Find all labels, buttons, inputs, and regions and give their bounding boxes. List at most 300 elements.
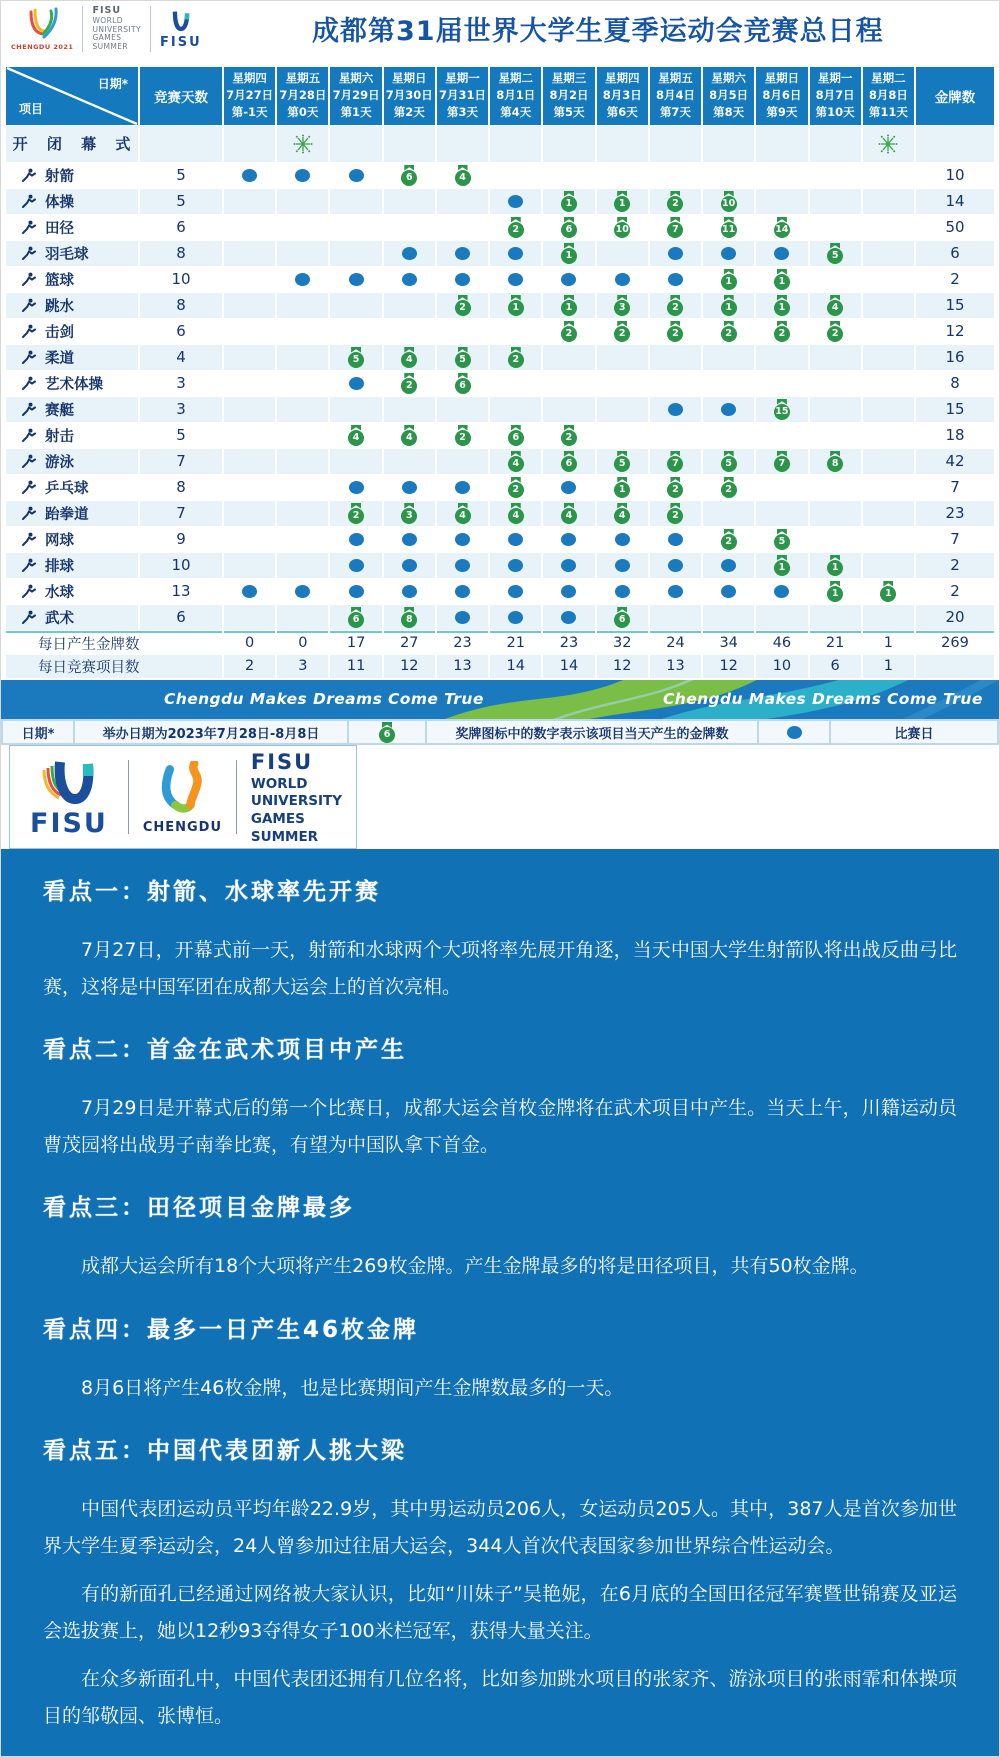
cell-swimming-day6 [490,449,541,474]
competition-day-dot [349,481,364,494]
summary-1-day10: 34 [703,631,754,654]
sport-cell-judo [6,345,138,370]
cell-badminton-day4 [384,241,435,266]
gold-gymnastics: 14 [916,189,994,214]
summary-2-day13: 1 [863,655,914,678]
cell-diving-day1 [224,293,275,318]
cell-rhythmic-gymnastics-day11 [756,371,807,396]
cell-taekwondo-day6 [490,501,541,526]
sport-cell-volleyball [6,553,138,578]
sport-name: 击剑 [45,324,74,341]
cell-rowing-day8 [597,397,648,422]
gold-medal-icon: 7 [774,451,790,472]
cell-judo-day12 [810,345,861,370]
highlight-1-paragraph-1: 7月27日，开幕式前一天，射箭和水球两个大项将率先展开角逐，当天中国大学生射箭队将出战反曲弓比赛，这将是中国军团在成都大运会上的首次亮相。 [43,939,957,998]
cell-swimming-day9 [650,449,701,474]
cell-wushu-day13 [863,605,914,630]
cell-taekwondo-day8 [597,501,648,526]
cell-rowing-day10 [703,397,754,422]
cell-table-tennis-day2 [277,475,328,500]
competition-day-dot [561,611,576,624]
fisu-stack-line: UNIVERSITY [92,24,141,34]
gold-medal-icon: 2 [508,477,524,498]
competition-day-dot [455,273,470,286]
ceremony-day-10 [703,126,754,162]
highlight-heading-4: 看点四：最多一日产生46枚金牌 [43,1316,420,1343]
sport-cell-gymnastics [6,189,138,214]
ceremony-day-8 [597,126,648,162]
ceremony-day-12 [810,126,861,162]
gold-rhythmic-gymnastics: 8 [916,371,994,396]
fisu-games-wordmark [92,5,141,52]
days-diving: 8 [140,293,222,318]
col-header-date-13: 星期二 8月8日 第11天 [863,67,914,125]
cell-shooting-day6 [490,423,541,448]
cell-athletics-day12 [810,215,861,240]
cell-wushu-day6 [490,605,541,630]
highlight-5-paragraph-2: 有的新面孔已经通过网络被大家认识，比如“川妹子”吴艳妮，在6月底的全国田径冠军赛暨世锦赛及亚运会选拔赛上，她以12秒93夺得女子100米栏冠军，获得大量关注。 [43,1583,957,1642]
competition-day-dot [508,247,523,260]
cell-athletics-day2 [277,215,328,240]
summary-1-day13: 1 [863,631,914,654]
competition-day-dot [615,559,630,572]
days-table-tennis: 8 [140,475,222,500]
gold-basketball: 2 [916,267,994,292]
cell-volleyball-day10 [703,553,754,578]
ceremony-day-6 [490,126,541,162]
competition-day-dot [721,403,736,416]
summary-2-day11: 10 [756,655,807,678]
gold-medal-icon: 1 [827,555,843,576]
cell-swimming-day4 [384,449,435,474]
chengdu-logo-large-icon [151,761,213,819]
competition-day-dot [787,726,802,739]
cell-judo-day1 [224,345,275,370]
cell-rowing-day5 [437,397,488,422]
col-header-date-10: 星期六 8月5日 第8天 [703,67,754,125]
gold-medal-icon: 2 [667,191,683,212]
fisu-stack-line: FISU [92,5,122,17]
cell-judo-day2 [277,345,328,370]
cell-rowing-day7 [543,397,594,422]
cell-judo-day10 [703,345,754,370]
table-corner-cell [6,67,138,125]
competition-day-dot [349,377,364,390]
cell-volleyball-day12 [810,553,861,578]
gold-medal-icon: 1 [561,295,577,316]
sport-cell-basketball [6,267,138,292]
water-polo-icon [19,584,36,599]
days-wushu: 6 [140,605,222,630]
gold-swimming: 42 [916,449,994,474]
tennis-icon [19,532,36,547]
cell-rhythmic-gymnastics-day2 [277,371,328,396]
cell-fencing-day7 [543,319,594,344]
cell-basketball-day1 [224,267,275,292]
gold-medal-icon: 4 [508,451,524,472]
gold-medal-icon: 10 [614,217,630,238]
cell-rhythmic-gymnastics-day6 [490,371,541,396]
cell-table-tennis-day8 [597,475,648,500]
cell-rhythmic-gymnastics-day12 [810,371,861,396]
days-swimming: 7 [140,449,222,474]
competition-day-dot [615,273,630,286]
col-header-date-4: 星期日 7月30日 第2天 [384,67,435,125]
chengdu-2021-logo-icon [22,7,62,43]
gold-tennis: 7 [916,527,994,552]
summary-2-day8: 12 [597,655,648,678]
volleyball-icon [19,558,36,573]
competition-day-dot [242,585,257,598]
cell-wushu-day10 [703,605,754,630]
highlight-2-paragraph-1: 7月29日是开幕式后的第一个比赛日，成都大运会首枚金牌将在武术项目中产生。当天上午，川籍运动员曹茂园将出战男子南拳比赛，有望为中国队拿下首金。 [43,1097,957,1156]
col-header-days: 竞赛天数 [140,67,222,125]
page-title: 成都第31届世界大学生夏季运动会竞赛总日程 [312,16,884,48]
sport-cell-swimming [6,449,138,474]
gold-badminton: 6 [916,241,994,266]
cell-diving-day6 [490,293,541,318]
cell-swimming-day11 [756,449,807,474]
cell-archery-day12 [810,163,861,188]
days-basketball: 10 [140,267,222,292]
competition-day-dot [668,403,683,416]
legend-medal-cell [349,721,425,743]
sport-name: 武术 [45,610,74,627]
cell-archery-day13 [863,163,914,188]
cell-water-polo-day9 [650,579,701,604]
col-header-date-7: 星期三 8月2日 第5天 [543,67,594,125]
gold-medal-icon: 1 [880,581,896,602]
gold-rowing: 15 [916,397,994,422]
cell-shooting-day10 [703,423,754,448]
banner-slogan: Chengdu Makes Dreams Come True [164,690,484,709]
competition-day-dot [508,611,523,624]
cell-table-tennis-day9 [650,475,701,500]
competition-day-dot [455,247,470,260]
gold-water-polo: 2 [916,579,994,604]
summary-1-total: 269 [916,631,994,654]
competition-day-dot [455,481,470,494]
gold-medal-icon: 2 [667,321,683,342]
competition-day-dot [402,247,417,260]
cell-athletics-day5 [437,215,488,240]
summary-1-day8: 32 [597,631,648,654]
cell-archery-day11 [756,163,807,188]
cell-gymnastics-day13 [863,189,914,214]
gold-medal-icon: 5 [455,347,471,368]
summary-2-day3: 11 [330,655,381,678]
fisu-logo-word: FISU [159,34,202,50]
cell-tennis-day2 [277,527,328,552]
athletics-icon [19,220,36,235]
cell-rhythmic-gymnastics-day3 [330,371,381,396]
cell-judo-day8 [597,345,648,370]
sport-cell-athletics [6,215,138,240]
gold-medal-icon: 6 [614,607,630,628]
competition-day-dot [561,533,576,546]
summary-2-day9: 13 [650,655,701,678]
cell-fencing-day11 [756,319,807,344]
cell-volleyball-day13 [863,553,914,578]
summary-1-day6: 21 [490,631,541,654]
cell-volleyball-day3 [330,553,381,578]
col-header-date-2: 星期五 7月28日 第0天 [277,67,328,125]
cell-rhythmic-gymnastics-day4 [384,371,435,396]
cell-gymnastics-day2 [277,189,328,214]
cell-table-tennis-day4 [384,475,435,500]
cell-water-polo-day6 [490,579,541,604]
schedule-table-wrap [1,57,999,678]
cell-rowing-day3 [330,397,381,422]
cell-badminton-day12 [810,241,861,266]
gold-medal-icon: 4 [401,347,417,368]
cell-fencing-day4 [384,319,435,344]
corner-date-label: 日期* [97,76,128,91]
band-text-line: FISU [250,749,314,774]
sport-name: 水球 [45,584,74,601]
cell-tennis-day10 [703,527,754,552]
cell-tennis-day5 [437,527,488,552]
cell-rowing-day9 [650,397,701,422]
cell-tennis-day3 [330,527,381,552]
cell-water-polo-day12 [810,579,861,604]
competition-day-dot [774,247,789,260]
competition-day-dot [721,559,736,572]
gold-judo: 16 [916,345,994,370]
col-header-gold: 金牌数 [916,67,994,125]
sport-name: 跳水 [45,298,74,315]
gold-medal-icon: 15 [774,399,790,420]
gold-medal-icon: 1 [561,243,577,264]
ceremony-gold-cell [916,126,994,162]
gold-medal-icon: 1 [614,477,630,498]
competition-day-dot [668,247,683,260]
sport-name: 篮球 [45,272,74,289]
page-header [1,1,999,57]
fisu-logo-large-icon [24,758,114,810]
gold-medal-icon: 6 [561,217,577,238]
cell-judo-day11 [756,345,807,370]
cell-basketball-day9 [650,267,701,292]
cell-volleyball-day9 [650,553,701,578]
ceremony-day-3 [330,126,381,162]
summary-1-day4: 27 [384,631,435,654]
cell-badminton-day1 [224,241,275,266]
cell-diving-day4 [384,293,435,318]
cell-judo-day4 [384,345,435,370]
competition-day-dot [721,585,736,598]
gold-medal-icon: 2 [721,321,737,342]
days-judo: 4 [140,345,222,370]
competition-day-dot [774,585,789,598]
gold-medal-icon: 10 [721,191,737,212]
sport-cell-badminton [6,241,138,266]
sport-name: 柔道 [45,350,74,367]
cell-tennis-day4 [384,527,435,552]
gold-medal-icon: 6 [561,451,577,472]
cell-diving-day2 [277,293,328,318]
summary-1-day2: 0 [277,631,328,654]
cell-taekwondo-day4 [384,501,435,526]
cell-table-tennis-day5 [437,475,488,500]
competition-day-dot [455,611,470,624]
fireworks-icon [291,133,315,155]
sport-cell-rowing [6,397,138,422]
gold-medal-icon: 3 [614,295,630,316]
gold-medal-icon: 4 [614,503,630,524]
rhythmic-gymnastics-icon [19,376,36,391]
ceremony-day-7 [543,126,594,162]
cell-water-polo-day4 [384,579,435,604]
summary-label-2: 每日竞赛项目数 [6,655,222,678]
cell-basketball-day13 [863,267,914,292]
legend-dot-text: 比赛日 [831,721,997,743]
cell-volleyball-day2 [277,553,328,578]
cell-rowing-day11 [756,397,807,422]
gold-diving: 15 [916,293,994,318]
gold-medal-icon: 6 [508,425,524,446]
competition-day-dot [402,585,417,598]
summary-label-1: 每日产生金牌数 [6,631,222,654]
cell-shooting-day4 [384,423,435,448]
ceremony-day-11 [756,126,807,162]
cell-wushu-day3 [330,605,381,630]
gymnastics-icon [19,194,36,209]
cell-judo-day13 [863,345,914,370]
gold-medal-icon: 1 [614,191,630,212]
cell-wushu-day1 [224,605,275,630]
cell-swimming-day10 [703,449,754,474]
cell-gymnastics-day1 [224,189,275,214]
cell-gymnastics-day11 [756,189,807,214]
days-archery: 5 [140,163,222,188]
cell-shooting-day8 [597,423,648,448]
gold-medal-icon: 6 [379,722,395,743]
swimming-icon [19,454,36,469]
cell-shooting-day11 [756,423,807,448]
cell-swimming-day13 [863,449,914,474]
highlight-3-paragraph-1: 成都大运会所有18个大项将产生269枚金牌。产生金牌最多的将是田径项目，共有50枚金牌。 [81,1255,869,1278]
fisu-stack-line: WORLD [92,15,123,25]
cell-fencing-day5 [437,319,488,344]
cell-judo-day9 [650,345,701,370]
cell-wushu-day2 [277,605,328,630]
cell-wushu-day11 [756,605,807,630]
cell-table-tennis-day1 [224,475,275,500]
cell-diving-day12 [810,293,861,318]
cell-water-polo-day13 [863,579,914,604]
cell-swimming-day2 [277,449,328,474]
highlight-heading-1: 看点一：射箭、水球率先开赛 [43,879,381,906]
gold-archery: 10 [916,163,994,188]
cell-taekwondo-day13 [863,501,914,526]
competition-day-dot [295,585,310,598]
gold-shooting: 18 [916,423,994,448]
cell-volleyball-day8 [597,553,648,578]
ceremony-day-5 [437,126,488,162]
days-water-polo: 13 [140,579,222,604]
gold-medal-icon: 6 [455,373,471,394]
cell-rhythmic-gymnastics-day10 [703,371,754,396]
sport-cell-rhythmic-gymnastics [6,371,138,396]
gold-medal-icon: 1 [721,295,737,316]
gold-volleyball: 2 [916,553,994,578]
sport-cell-wushu [6,605,138,630]
gold-medal-icon: 6 [401,165,417,186]
cell-taekwondo-day3 [330,501,381,526]
cell-diving-day9 [650,293,701,318]
competition-day-dot [508,585,523,598]
cell-archery-day4 [384,163,435,188]
col-header-date-12: 星期一 8月7日 第10天 [810,67,861,125]
sport-name: 羽毛球 [45,246,89,263]
cell-taekwondo-day7 [543,501,594,526]
days-rowing: 3 [140,397,222,422]
cell-tennis-day12 [810,527,861,552]
gold-medal-icon: 5 [721,451,737,472]
competition-day-dot [508,195,523,208]
cell-fencing-day13 [863,319,914,344]
cell-water-polo-day11 [756,579,807,604]
cell-archery-day9 [650,163,701,188]
chengdu-logo-large [143,761,222,834]
fisu-logo-word-large: FISU [30,807,108,839]
competition-day-dot [349,585,364,598]
gold-medal-icon: 2 [721,529,737,550]
sport-name: 网球 [45,532,74,549]
ceremony-day-1 [224,126,275,162]
cell-basketball-day2 [277,267,328,292]
header-divider [150,6,151,52]
cell-volleyball-day4 [384,553,435,578]
gold-medal-icon: 2 [667,477,683,498]
cell-shooting-day7 [543,423,594,448]
summary-2-day4: 12 [384,655,435,678]
highlight-heading-5: 看点五：中国代表团新人挑大梁 [43,1438,407,1465]
cell-gymnastics-day5 [437,189,488,214]
cell-taekwondo-day12 [810,501,861,526]
fisu-stack-line: SUMMER [92,42,128,52]
ceremony-row-label: 开 闭 幕 式 [6,126,138,162]
cell-taekwondo-day10 [703,501,754,526]
cell-rhythmic-gymnastics-day9 [650,371,701,396]
cell-fencing-day10 [703,319,754,344]
taekwondo-icon [19,506,36,521]
logo-band [1,745,999,849]
band-text-line: GAMES [250,811,305,828]
cell-athletics-day13 [863,215,914,240]
cell-tennis-day7 [543,527,594,552]
cell-badminton-day10 [703,241,754,266]
competition-day-dot [349,169,364,182]
competition-day-dot [508,559,523,572]
cell-diving-day10 [703,293,754,318]
cell-gymnastics-day6 [490,189,541,214]
col-header-date-1: 星期四 7月27日 第-1天 [224,67,275,125]
competition-day-dot [455,533,470,546]
summary-1-day1: 0 [224,631,275,654]
gold-medal-icon: 4 [455,503,471,524]
gold-table-tennis: 7 [916,475,994,500]
days-fencing: 6 [140,319,222,344]
cell-athletics-day6 [490,215,541,240]
sport-name: 游泳 [45,454,74,471]
cell-water-polo-day10 [703,579,754,604]
cell-archery-day8 [597,163,648,188]
sport-cell-fencing [6,319,138,344]
cell-wushu-day9 [650,605,701,630]
ceremony-day-2 [277,126,328,162]
